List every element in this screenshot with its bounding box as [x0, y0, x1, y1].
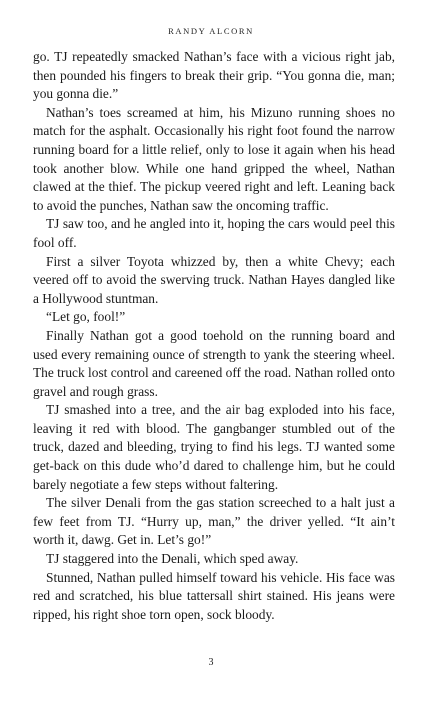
paragraph: TJ saw too, and he angled into it, hoping the cars would peel this fool off. [33, 216, 395, 250]
paragraph: First a silver Toyota whizzed by, then a white Chevy; each veered off to avoid the swerving truck. Nathan Hayes dangled like a Hollywood stuntman. [33, 253, 395, 306]
paragraph: Finally Nathan got a good toehold on the running board and used every remaining ounce of strength to yank the steering wheel. The truck lost control and careened off the road. Nathan rolled onto gravel and rough grass. [33, 327, 395, 399]
paragraph: The silver Denali from the gas station screeched to a halt just a few feet from TJ. “Hurry up, man,” the driver yelled. “It ain’t worth it, dawg. Get in. Let’s go!” [33, 495, 395, 548]
running-header: RANDY ALCORN [168, 26, 254, 36]
paragraph: TJ smashed into a tree, and the air bag exploded into his face, leaving it red with blood. The gangbanger stumbled out of the truck, dazed and bleeding, trying to find his legs. TJ wanted some get-back on this dude who’d dared to challenge him, but he could barely negotiate a few steps without faltering. [33, 402, 395, 492]
paragraph: “Let go, fool!” [46, 309, 126, 325]
paragraph: Nathan’s toes screamed at him, his Mizuno running shoes no match for the asphalt. Occasionally his right foot found the narrow running board for a little relief, only to lose it again when his head took another blow. While one hand gripped the wheel, Nathan clawed at the thief. The pickup veered right and left. Leaning back to avoid the punches, Nathan saw the oncoming traffic. [33, 104, 395, 213]
paragraph: go. TJ repeatedly smacked Nathan’s face with a vicious right jab, then pounded his fingers to break their grip. “You gonna die, man; you gonna die.” [33, 49, 395, 102]
page-number: 3 [208, 657, 214, 668]
paragraph: TJ staggered into the Denali, which sped away. [46, 551, 299, 567]
body-text [33, 48, 395, 624]
paragraph: Stunned, Nathan pulled himself toward his vehicle. His face was red and scratched, his blue tattersall shirt stained. His jeans were ripped, his right shoe torn open, sock bloody. [33, 569, 395, 622]
